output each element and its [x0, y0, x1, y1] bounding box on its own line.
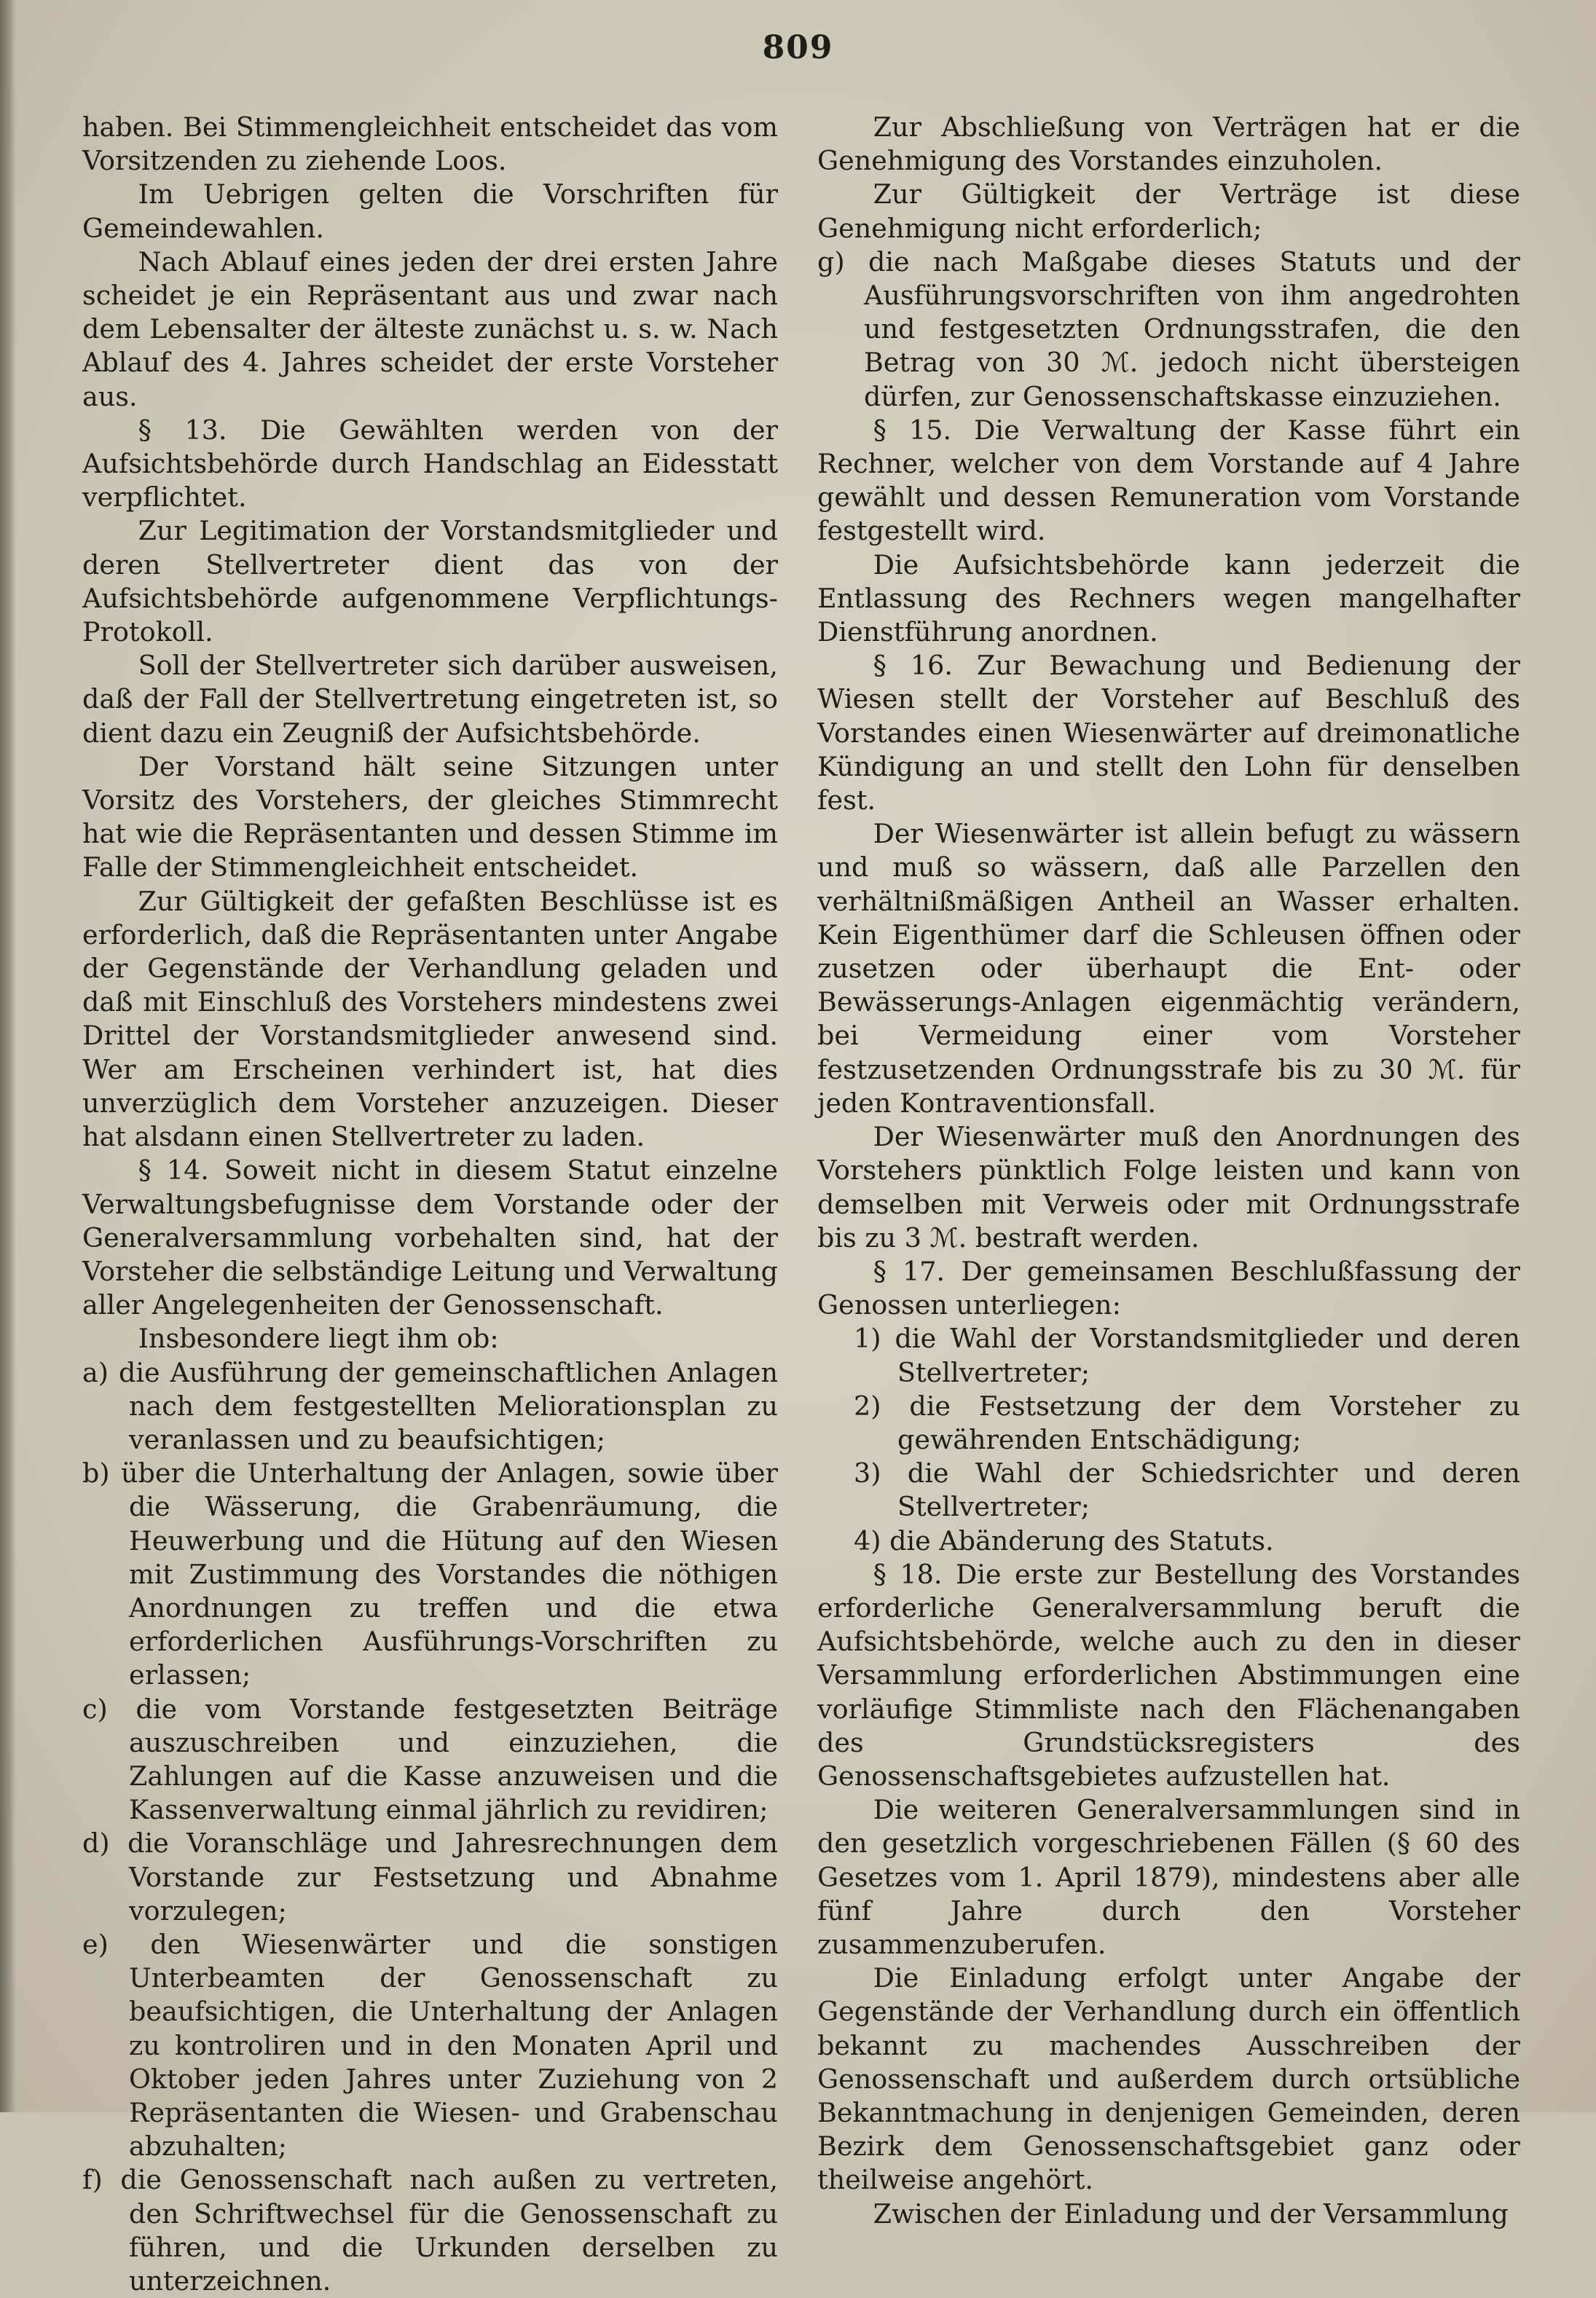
list-item-b: b) über die Unterhaltung der Anlagen, sowie über die Wässerung, die Grabenräumung, die Heuwerbung und die Hütung auf den Wiesen mit Zustimmung des Vorstandes die nöthigen Anordnungen zu treffen und die etwa erforderlichen Ausführungs-Vorschriften zu erlassen; — [82, 1457, 778, 1691]
list-item-d: d) die Voranschläge und Jahresrechnungen dem Vorstande zur Festsetzung und Abnahme vorzulegen; — [82, 1827, 778, 1927]
list-item-3: 3) die Wahl der Schiedsrichter und deren Stellvertreter; — [854, 1457, 1520, 1523]
right-column — [817, 111, 1520, 2231]
section-13: § 13. Die Gewählten werden von der Aufsichtsbehörde durch Handschlag an Eidesstatt verpflichtet. — [82, 414, 778, 513]
list-item-c: c) die vom Vorstande festgesetzten Beiträge auszuschreiben und einzuziehen, die Zahlungen auf die Kasse anzuweisen und die Kassenverwaltung einmal jährlich zu revidiren; — [82, 1693, 778, 1826]
section-15: § 15. Die Verwaltung der Kasse führt ein Rechner, welcher von dem Vorstande auf 4 Jahre gewählt und dessen Remuneration vom Vorstande festgestellt wird. — [817, 414, 1520, 547]
paragraph: Der Wiesenwärter muß den Anordnungen des Vorstehers pünktlich Folge leisten und kann von demselben mit Verweis oder mit Ordnungsstrafe bis zu 3 ℳ. bestraft werden. — [817, 1121, 1520, 1254]
section-14: § 14. Soweit nicht in diesem Statut einzelne Verwaltungsbefugnisse dem Vorstande oder der Generalversammlung vorbehalten sind, hat der Vorsteher die selbständige Leitung und Verwaltung aller Angelegenheiten der Genossenschaft. — [82, 1154, 778, 1321]
paragraph: Zur Abschließung von Verträgen hat er die Genehmigung des Vorstandes einzuholen. — [817, 111, 1520, 177]
paragraph: Der Wiesenwärter ist allein befugt zu wässern und muß so wässern, daß alle Parzellen den verhältnißmäßigen Antheil an Wasser erhalten. Kein Eigenthümer darf die Schleusen öffnen oder zusetzen oder überhaupt die Ent- oder Bewässerungs-Anlagen eigenmächtig verändern, bei Vermeidung einer vom Vorsteher festzusetzenden Ordnungsstrafe bis zu 30 ℳ. für jeden Kontraventionsfall. — [817, 818, 1520, 1119]
section-16: § 16. Zur Bewachung und Bedienung der Wiesen stellt der Vorsteher auf Beschluß des Vorstandes einen Wiesenwärter auf dreimonatliche Kündigung an und stellt den Lohn für denselben fest. — [817, 650, 1520, 817]
paragraph: Die Einladung erfolgt unter Angabe der Gegenstände der Verhandlung durch ein öffentlich bekannt zu machendes Ausschreiben der Genossenschaft und außerdem durch ortsübliche Bekanntmachung in denjenigen Gemeinden, deren Bezirk dem Genossenschaftsgebiet ganz oder theilweise angehört. — [817, 1962, 1520, 2196]
paragraph: haben. Bei Stimmengleichheit entscheidet das vom Vorsitzenden zu ziehende Loos. — [82, 111, 778, 177]
paragraph: Zur Gültigkeit der gefaßten Beschlüsse ist es erforderlich, daß die Repräsentanten unter Angabe der Gegenstände der Verhandlung geladen und daß mit Einschluß des Vorstehers mindestens zwei Drittel der Vorstandsmitglieder anwesend sind. Wer am Erscheinen verhindert ist, hat dies unverzüglich dem Vorsteher anzuzeigen. Dieser hat alsdann einen Stellvertreter zu laden. — [82, 885, 778, 1153]
paragraph: Die weiteren Generalversammlungen sind in den gesetzlich vorgeschriebenen Fällen (§ 60 des Gesetzes vom 1. April 1879), mindestens aber alle fünf Jahre durch den Vorsteher zusammenzuberufen. — [817, 1794, 1520, 1960]
paragraph: Zur Gültigkeit der Verträge ist diese Genehmigung nicht erforderlich; — [817, 178, 1520, 244]
page-number: 809 — [762, 29, 834, 66]
paragraph: Insbesondere liegt ihm ob: — [138, 1323, 499, 1355]
paragraph: Der Vorstand hält seine Sitzungen unter Vorsitz des Vorstehers, der gleiches Stimmrecht hat wie die Repräsentanten und dessen Stimme im Falle der Stimmengleichheit entscheidet. — [82, 750, 778, 884]
section-18: § 18. Die erste zur Bestellung des Vorstandes erforderliche Generalversammlung beruft die Aufsichtsbehörde, welche auch zu den in dieser Versammlung erforderlichen Abstimmungen eine vorläufige Stimmliste nach den Flächenangaben des Grundstücksregisters des Genossenschaftsgebietes aufzustellen hat. — [817, 1558, 1520, 1792]
list-item-2: 2) die Festsetzung der dem Vorsteher zu gewährenden Entschädigung; — [854, 1390, 1520, 1455]
list-item-g: g) die nach Maßgabe dieses Statuts und der Ausführungsvorschriften von ihm angedrohten und festgesetzten Ordnungsstrafen, die den Betrag von 30 ℳ. jedoch nicht übersteigen dürfen, zur Genossenschaftskasse einzuziehen. — [817, 245, 1520, 412]
list-item-f: f) die Genossenschaft nach außen zu vertreten, den Schriftwechsel für die Genossenschaft zu führen, und die Urkunden derselben zu unterzeichnen. — [82, 2164, 778, 2297]
list-item-a: a) die Ausführung der gemeinschaftlichen Anlagen nach dem festgestellten Meliorationsplan zu veranlassen und zu beaufsichtigen; — [82, 1356, 778, 1455]
paragraph: Zur Legitimation der Vorstandsmitglieder und deren Stellvertreter dient das von der Aufsichtsbehörde aufgenommene Verpflichtungs-Protokoll. — [82, 515, 778, 648]
list-item-e: e) den Wiesenwärter und die sonstigen Unterbeamten der Genossenschaft zu beaufsichtigen, die Unterhaltung der Anlagen zu kontroliren und in den Monaten April und Oktober jeden Jahres unter Zuziehung von 2 Repräsentanten die Wiesen- und Grabenschau abzuhalten; — [82, 1928, 778, 2163]
list-item-4: 4) die Abänderung des Statuts. — [854, 1524, 1274, 1557]
list-item-1: 1) die Wahl der Vorstandsmitglieder und deren Stellvertreter; — [854, 1323, 1520, 1388]
left-column — [82, 111, 778, 2298]
paragraph: Soll der Stellvertreter sich darüber ausweisen, daß der Fall der Stellvertretung eingetreten ist, so dient dazu ein Zeugniß der Aufsichtsbehörde. — [82, 650, 778, 749]
paragraph: Im Uebrigen gelten die Vorschriften für Gemeindewahlen. — [82, 178, 778, 244]
book-spine-shadow — [0, 0, 16, 2112]
section-17: § 17. Der gemeinsamen Beschlußfassung der Genossen unterliegen: — [817, 1255, 1520, 1321]
paragraph: Zwischen der Einladung und der Versammlung — [873, 2197, 1509, 2230]
paragraph: Die Aufsichtsbehörde kann jederzeit die Entlassung des Rechners wegen mangelhafter Dienstführung anordnen. — [817, 548, 1520, 648]
paragraph: Nach Ablauf eines jeden der drei ersten Jahre scheidet je ein Repräsentant aus und zwar nach dem Lebensalter der älteste zunächst u. s. w. Nach Ablauf des 4. Jahres scheidet der erste Vorsteher aus. — [82, 245, 778, 412]
